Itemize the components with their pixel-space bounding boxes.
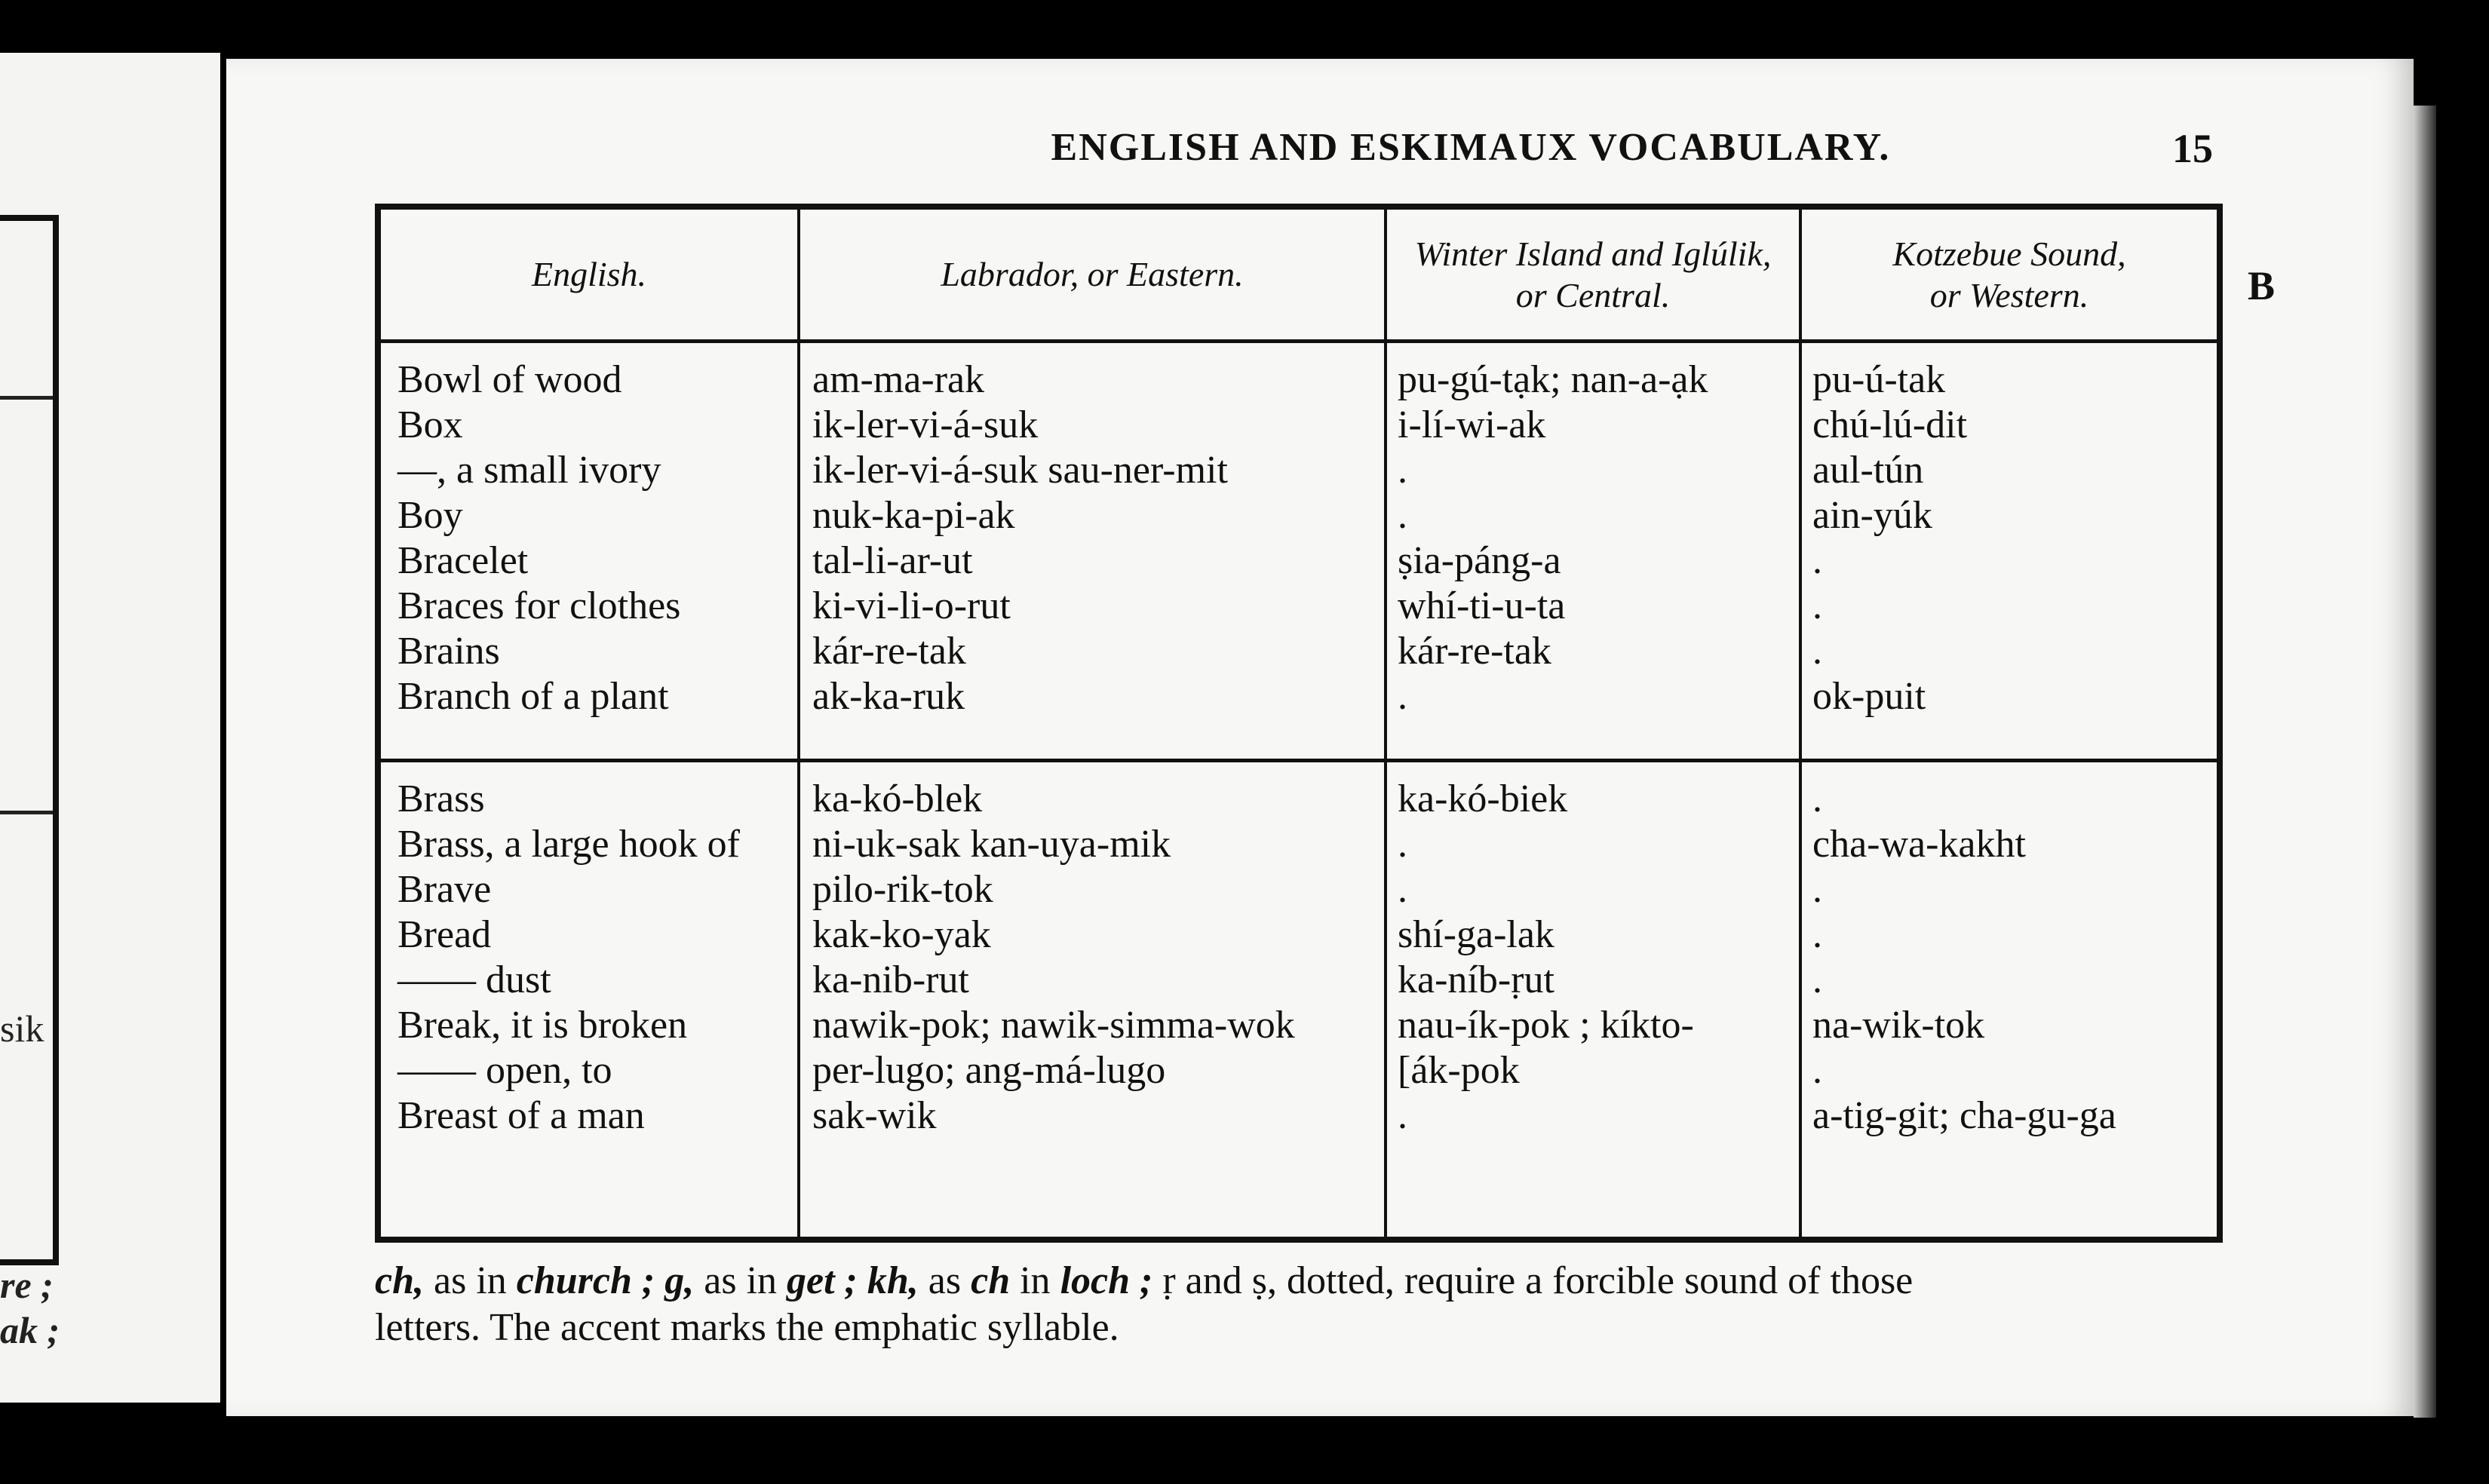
signature-mark: B <box>2248 263 2276 308</box>
labrador-cell: per-lugo; ang-má-lugo <box>812 1049 1166 1092</box>
winter-island-cell: [ák-pok <box>1398 1049 1520 1092</box>
section-rule <box>381 759 2217 762</box>
table-row <box>381 584 2217 629</box>
column-header-label: or Western. <box>1929 276 2089 314</box>
table-row <box>381 1093 2217 1139</box>
running-title: ENGLISH AND ESKIMAUX VOCABULARY. <box>1051 126 1891 169</box>
footnote-term: ch, <box>375 1259 424 1302</box>
winter-island-cell: ṣia-páng-a <box>1398 539 1561 582</box>
left-fragment-text: sik <box>0 1007 45 1050</box>
table-row <box>381 912 2217 958</box>
table-row <box>381 1048 2217 1093</box>
column-header-labrador <box>800 210 1384 339</box>
kotzebue-cell: a-tig-git; cha-gu-ga <box>1812 1094 2116 1137</box>
vocabulary-table <box>375 204 2223 1243</box>
kotzebue-cell: na-wik-tok <box>1812 1004 1985 1047</box>
labrador-cell: sak-wik <box>812 1094 937 1137</box>
table-row <box>381 403 2217 448</box>
page-number: 15 <box>2172 126 2213 171</box>
english-cell: Brass, a large hook of <box>397 823 740 866</box>
kotzebue-cell: . <box>1812 539 1822 582</box>
book-page <box>226 59 2414 1416</box>
winter-island-cell: kár-re-tak <box>1398 630 1551 673</box>
footnote-line-2: letters. The accent marks the emphatic syllable. <box>375 1306 1119 1349</box>
left-table-border <box>0 215 59 1265</box>
winter-island-cell: . <box>1398 675 1407 718</box>
table-row <box>381 493 2217 538</box>
english-cell: Brave <box>397 868 492 911</box>
column-header-label: or Central. <box>1515 276 1671 314</box>
labrador-cell: pilo-rik-tok <box>812 868 993 911</box>
winter-island-cell: pu-gú-tạk; nan-a-ạk <box>1398 358 1708 401</box>
table-row <box>381 357 2217 403</box>
winter-island-cell: . <box>1398 823 1407 866</box>
labrador-cell: ka-kó-blek <box>812 777 983 820</box>
winter-island-cell: shí-ga-lak <box>1398 913 1554 956</box>
english-cell: Box <box>397 403 463 446</box>
column-header-winter-island <box>1387 210 1799 339</box>
table-row <box>381 822 2217 867</box>
winter-island-cell: whí-ti-u-ta <box>1398 584 1566 627</box>
footnote-text: as in <box>694 1259 787 1302</box>
labrador-cell: kak-ko-yak <box>812 913 991 956</box>
table-row <box>381 448 2217 493</box>
kotzebue-cell: . <box>1812 958 1822 1001</box>
pronunciation-footnote <box>375 1258 2253 1351</box>
column-header-english <box>381 210 797 339</box>
winter-island-cell: . <box>1398 449 1407 492</box>
english-cell: Breast of a man <box>397 1094 645 1137</box>
winter-island-cell: . <box>1398 1094 1407 1137</box>
footnote-term: get ; <box>787 1259 858 1302</box>
kotzebue-cell: . <box>1812 1049 1822 1092</box>
footnote-term: ch <box>971 1259 1011 1302</box>
footnote-term: church ; <box>516 1259 655 1302</box>
kotzebue-cell: . <box>1812 913 1822 956</box>
english-cell: —— open, to <box>397 1049 612 1092</box>
english-cell: —— dust <box>397 958 551 1001</box>
winter-island-cell: ka-níb-ṛut <box>1398 958 1554 1001</box>
labrador-cell: ak-ka-ruk <box>812 675 965 718</box>
left-fragment-text: re ; <box>0 1264 54 1306</box>
footnote-text: in <box>1010 1259 1060 1302</box>
column-header-label: Kotzebue Sound, <box>1892 234 2126 273</box>
labrador-cell: tal-li-ar-ut <box>812 539 973 582</box>
table-row <box>381 958 2217 1003</box>
winter-island-cell: nau-ík-pok ; kíkto- <box>1398 1004 1694 1047</box>
column-header-label: English. <box>531 255 647 294</box>
kotzebue-cell: aul-tún <box>1812 449 1924 492</box>
kotzebue-cell: chú-lú-dit <box>1812 403 1968 446</box>
labrador-cell: ik-ler-vi-á-suk sau-ner-mit <box>812 449 1228 492</box>
kotzebue-cell: . <box>1812 868 1822 911</box>
kotzebue-cell: . <box>1812 630 1822 673</box>
labrador-cell: nuk-ka-pi-ak <box>812 494 1015 537</box>
left-table-rule <box>0 811 53 814</box>
labrador-cell: kár-re-tak <box>812 630 966 673</box>
table-row <box>381 538 2217 584</box>
left-fragment-text: ak ; <box>0 1309 60 1351</box>
table-row <box>381 1003 2217 1048</box>
winter-island-cell: . <box>1398 494 1407 537</box>
labrador-cell: ni-uk-sak kan-uya-mik <box>812 823 1171 866</box>
kotzebue-cell: cha-wa-kakht <box>1812 823 2026 866</box>
winter-island-cell: i-lí-wi-ak <box>1398 403 1546 446</box>
labrador-cell: nawik-pok; nawik-simma-wok <box>812 1004 1295 1047</box>
footnote-text: as <box>918 1259 971 1302</box>
english-cell: Brass <box>397 777 485 820</box>
table-section-2 <box>381 777 2217 1139</box>
english-cell: Bracelet <box>397 539 529 582</box>
kotzebue-cell: ain-yúk <box>1812 494 1932 537</box>
left-table-rule <box>0 396 53 400</box>
kotzebue-cell: . <box>1812 584 1822 627</box>
table-row <box>381 867 2217 912</box>
english-cell: Break, it is broken <box>397 1004 688 1047</box>
kotzebue-cell: . <box>1812 777 1822 820</box>
winter-island-cell: ka-kó-biek <box>1398 777 1568 820</box>
labrador-cell: ik-ler-vi-á-suk <box>812 403 1039 446</box>
table-section-1 <box>381 357 2217 719</box>
footnote-text: as in <box>424 1259 517 1302</box>
footnote-term: loch ; <box>1060 1259 1153 1302</box>
english-cell: Bowl of wood <box>397 358 622 401</box>
table-row <box>381 629 2217 674</box>
labrador-cell: ki-vi-li-o-rut <box>812 584 1011 627</box>
english-cell: —, a small ivory <box>397 449 661 492</box>
english-cell: Bread <box>397 913 492 956</box>
table-row <box>381 674 2217 719</box>
column-header-kotzebue <box>1802 210 2217 339</box>
winter-island-cell: . <box>1398 868 1407 911</box>
table-row <box>381 777 2217 822</box>
column-header-label: Winter Island and Iglúlik, <box>1414 234 1772 273</box>
english-cell: Branch of a plant <box>397 675 669 718</box>
footnote-term: g, <box>655 1259 695 1302</box>
labrador-cell: ka-nib-rut <box>812 958 969 1001</box>
column-header-label: Labrador, or Eastern. <box>941 255 1244 294</box>
english-cell: Brains <box>397 630 500 673</box>
left-page-fragment <box>0 53 220 1403</box>
footnote-text: ṛ and ṣ, dotted, require a forcible sound of those <box>1152 1259 1914 1302</box>
labrador-cell: am-ma-rak <box>812 358 985 401</box>
footnote-term: kh, <box>857 1259 919 1302</box>
footnote-line-1 <box>375 1258 2253 1305</box>
kotzebue-cell: pu-ú-tak <box>1812 358 1946 401</box>
header-rule <box>381 339 2217 343</box>
kotzebue-cell: ok-puit <box>1812 675 1926 718</box>
english-cell: Boy <box>397 494 463 537</box>
page-edge-shadow <box>2414 106 2436 1418</box>
english-cell: Braces for clothes <box>397 584 681 627</box>
